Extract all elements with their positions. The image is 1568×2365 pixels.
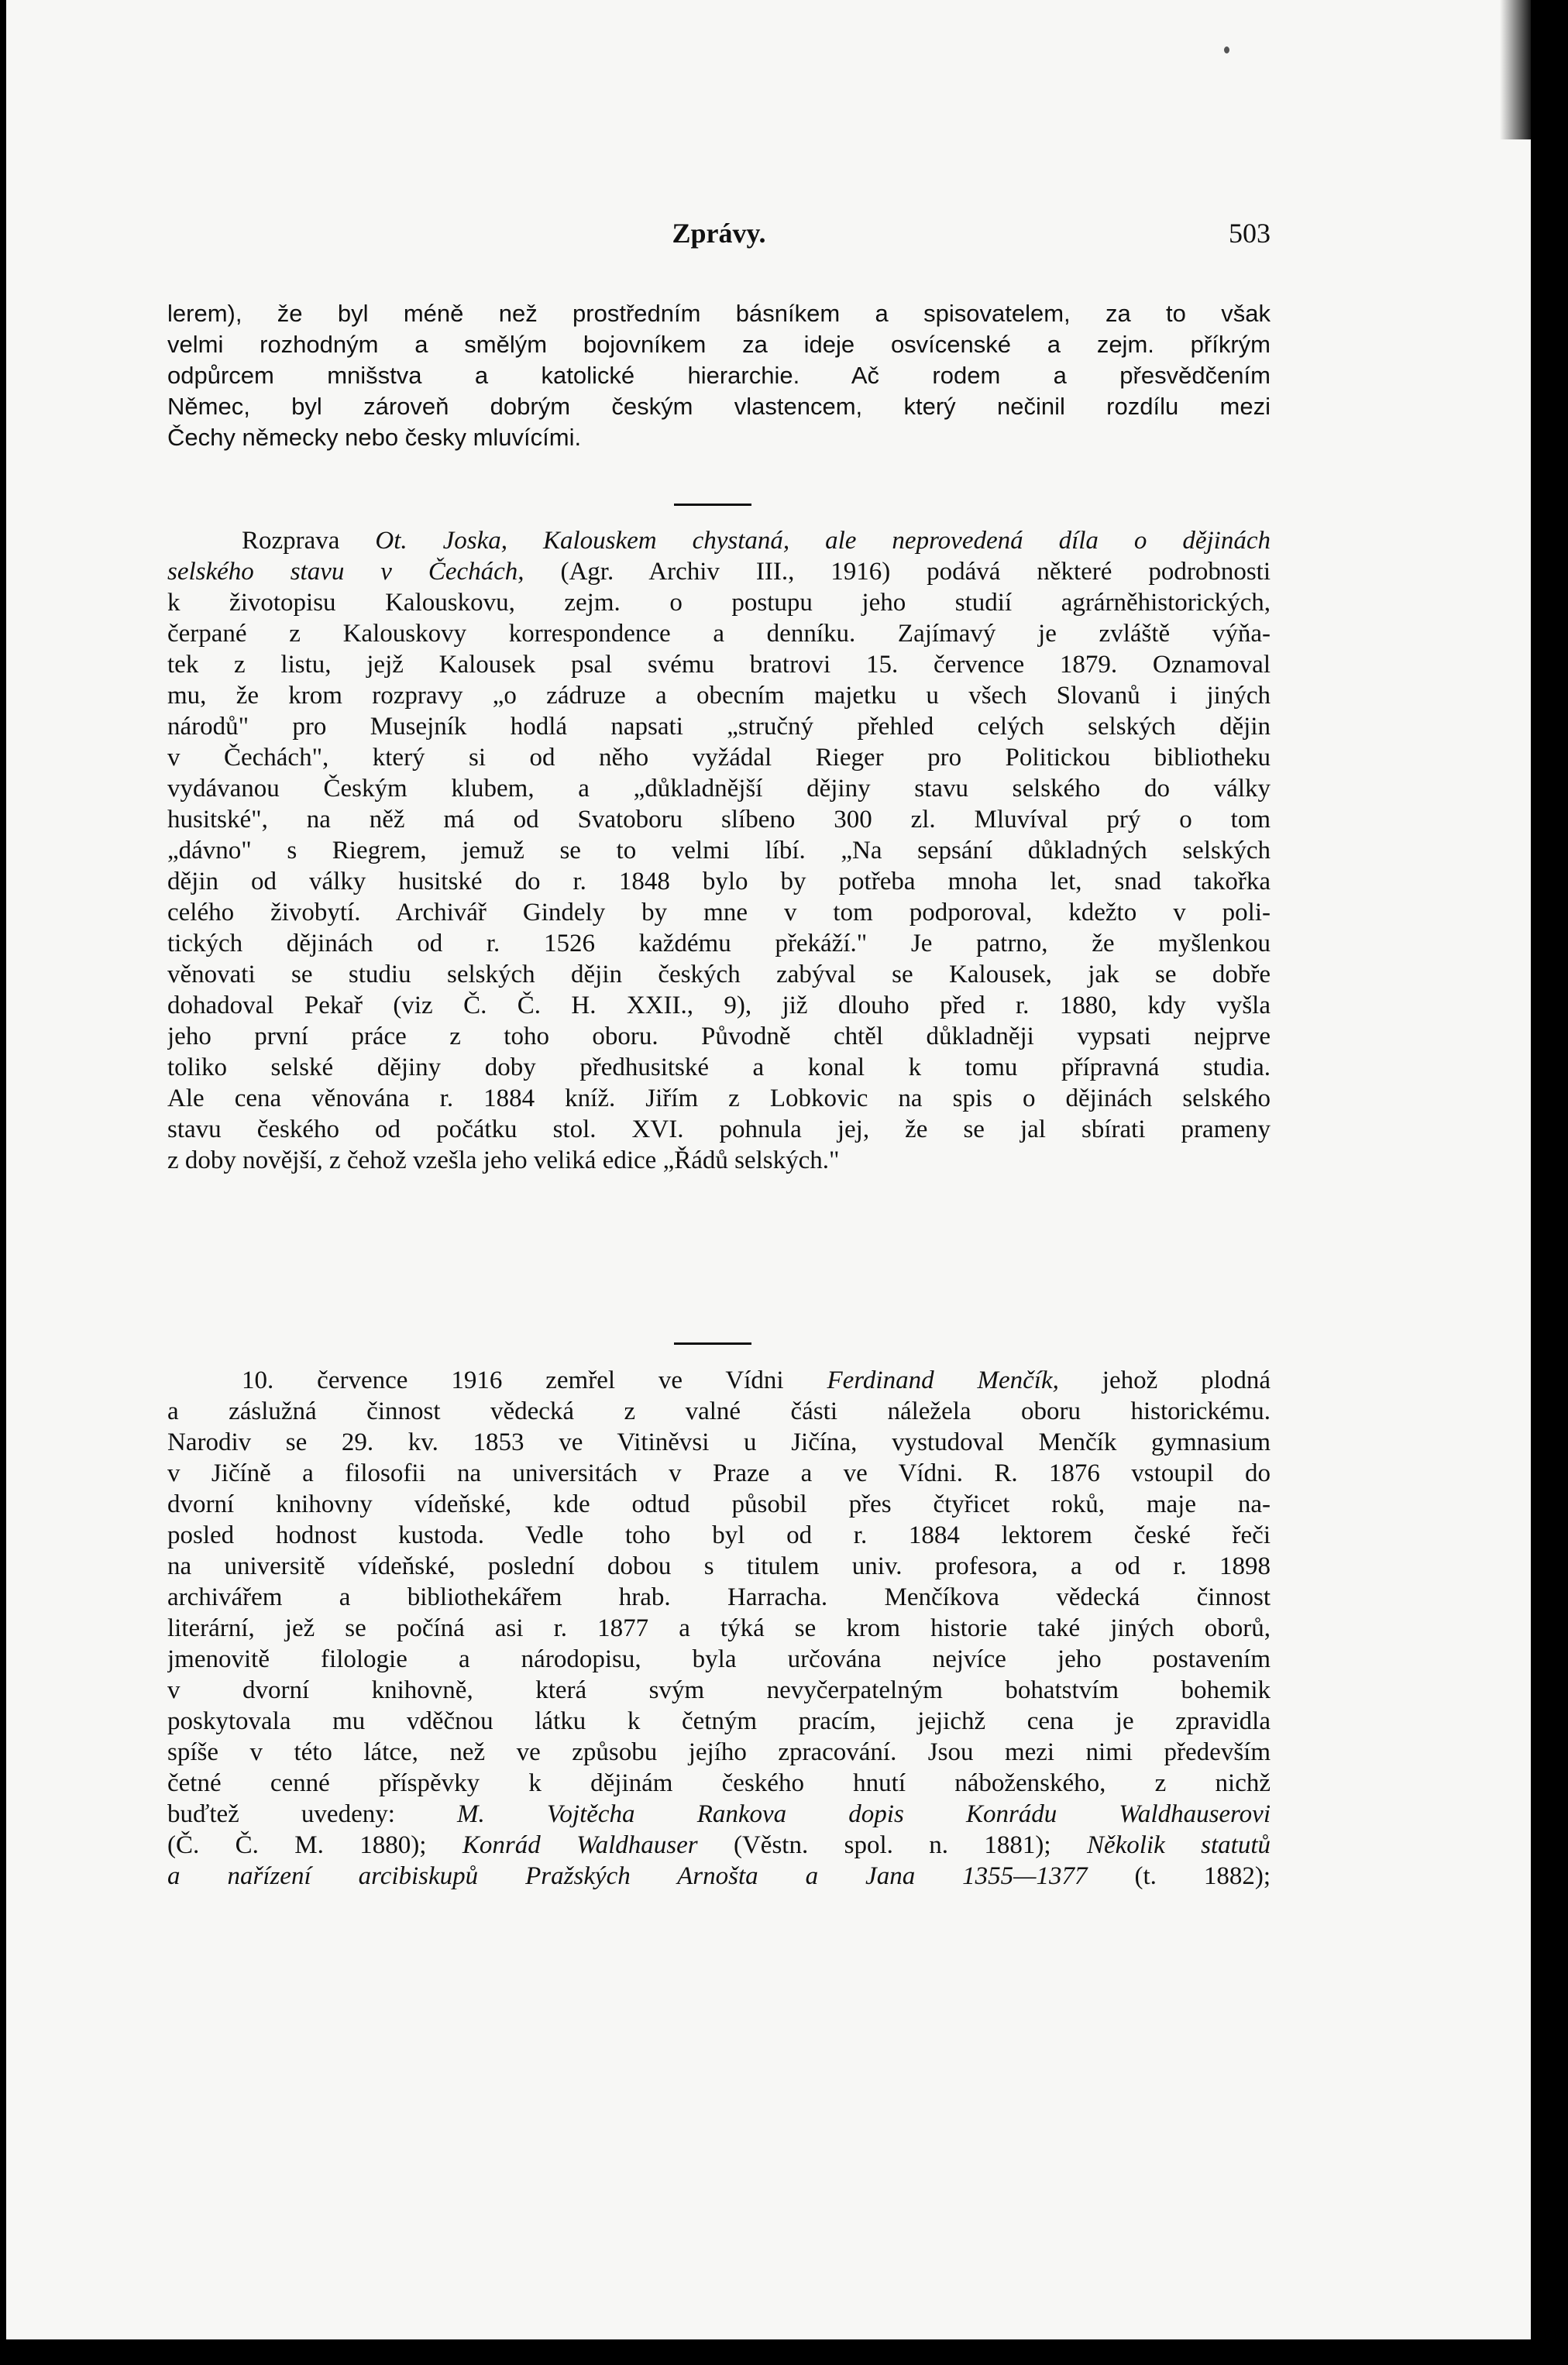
text-line: [167, 1365, 1271, 1396]
text-line: lerem), že byl méně než prostředním básníkem a spisovatelem, za to však: [167, 300, 1271, 327]
text-run: 10. července 1916 zemřel ve Vídni: [242, 1366, 784, 1394]
text-line: v Čechách", který si od něho vyžádal Rieger pro Politickou bibliotheku: [167, 744, 1271, 772]
text-line: mu, že krom rozpravy „o zádruze a obecním majetku u všech Slovanů i jiných: [167, 682, 1271, 710]
citation-title: Ot. Joska, Kalouskem chystaná, ale neprovedená díla o dějinách: [375, 527, 1271, 555]
text-line: četné cenné příspěvky k dějinám českého hnutí náboženského, z nichž: [167, 1769, 1271, 1797]
text-run: buďtež uvedeny:: [167, 1800, 395, 1828]
text-line: odpůrcem mnišstva a katolické hierarchie. Ač rodem a přesvědčením: [167, 362, 1271, 389]
text-line: a záslužná činnost vědecká z valné části náležela oboru historickému.: [167, 1397, 1271, 1425]
text-line: Čechy německy nebo česky mluvícími.: [167, 424, 582, 451]
text-line: toliko selské dějiny doby předhusitské a konal k tomu přípravná studia.: [167, 1054, 1271, 1081]
paragraph-3: [167, 1365, 1271, 1892]
text-line: v Jičíně a filosofii na universitách v Praze a ve Vídni. R. 1876 vstoupil do: [167, 1459, 1271, 1487]
text-line: stavu českého od počátku stol. XVI. pohnula jej, že se jal sbírati prameny: [167, 1115, 1271, 1143]
text-run: jehož plodná: [1102, 1366, 1271, 1394]
text-line: jmenovitě filologie a národopisu, byla určována nejvíce jeho postavením: [167, 1645, 1271, 1673]
paragraph-2: [167, 525, 1271, 1176]
text-line: spíše v této látce, než ve způsobu jejího zpracování. Jsou mezi nimi především: [167, 1738, 1271, 1766]
citation-title: selského stavu v Čechách,: [167, 558, 524, 586]
text-line: „dávno" s Riegrem, jemuž se to velmi líbí. „Na sepsání důkladných selských: [167, 837, 1271, 865]
text-line: z doby novější, z čehož vzešla jeho veliká edice „Řádů selských.": [167, 1146, 840, 1174]
text-line: tických dějinách od r. 1526 každému překáží." Je patrno, že myšlenkou: [167, 930, 1271, 957]
text-run: Rozprava: [242, 527, 340, 555]
text-line: národů" pro Musejník hodlá napsati „stručný přehled celých selských dějin: [167, 713, 1271, 741]
text-line: celého živobytí. Archivář Gindely by mne v tom podporoval, kdežto v poli-: [167, 899, 1271, 926]
text-line: v dvorní knihovně, která svým nevyčerpatelným bohatstvím bohemik: [167, 1676, 1271, 1704]
ink-speck: [1224, 46, 1229, 53]
page: [6, 0, 1531, 2339]
text-line: [167, 1799, 1271, 1830]
text-line: [167, 525, 1271, 556]
citation-title: a nařízení arcibiskupů Pražských Arnošta a Jana 1355—1377: [167, 1862, 1088, 1890]
section-divider: [674, 504, 751, 506]
person-name: Ferdinand Menčík,: [827, 1366, 1059, 1394]
text-run: (Č. Č. M. 1880);: [167, 1831, 427, 1859]
text-line: posled hodnost kustoda. Vedle toho byl od r. 1884 lektorem české řeči: [167, 1521, 1271, 1549]
text-line: archivářem a bibliothekářem hrab. Harracha. Menčíkova vědecká činnost: [167, 1583, 1271, 1611]
citation-title: Několik statutů: [1086, 1831, 1271, 1859]
text-run: (t. 1882);: [1134, 1862, 1271, 1890]
running-head: [167, 217, 1271, 263]
text-line: velmi rozhodným a smělým bojovníkem za ideje osvícenské a zejm. příkrým: [167, 331, 1271, 358]
page-edge-shadow: [1500, 0, 1531, 139]
text-line: Němec, byl zároveň dobrým českým vlastencem, který nečinil rozdílu mezi: [167, 393, 1271, 420]
text-line: na universitě vídeňské, poslední dobou s titulem univ. profesora, a od r. 1898: [167, 1552, 1271, 1580]
text-line: Ale cena věnována r. 1884 kníž. Jiřím z Lobkovic na spis o dějinách selského: [167, 1085, 1271, 1112]
page-title: Zprávy.: [672, 218, 766, 249]
text-run: (Věstn. spol. n. 1881);: [733, 1831, 1051, 1859]
text-line: tek z listu, jejž Kalousek psal svému bratrovi 15. července 1879. Oznamoval: [167, 651, 1271, 679]
text-line: [167, 1861, 1271, 1892]
page-number: 503: [1229, 218, 1271, 249]
section-divider: [674, 1342, 751, 1345]
text-line: vydávanou Českým klubem, a „důkladnější dějiny stavu selského do války: [167, 775, 1271, 803]
text-line: husitské", na něž má od Svatoboru slíbeno 300 zl. Mluvíval prý o tom: [167, 806, 1271, 834]
text-line: dějin od války husitské do r. 1848 bylo by potřeba mnoha let, snad takořka: [167, 868, 1271, 895]
text-line: literární, jež se počíná asi r. 1877 a týká se krom historie také jiných oborů,: [167, 1614, 1271, 1642]
citation-title: M. Vojtěcha Rankova dopis Konrádu Waldhauserovi: [457, 1800, 1271, 1828]
citation-title: Konrád Waldhauser: [462, 1831, 698, 1859]
text-line: k životopisu Kalouskovu, zejm. o postupu jeho studií agrárněhistorických,: [167, 589, 1271, 617]
text-line: [167, 1830, 1271, 1861]
text-line: dvorní knihovny vídeňské, kde odtud působil přes čtyřicet roků, maje na-: [167, 1490, 1271, 1518]
text-line: dohadoval Pekař (viz Č. Č. H. XXII., 9), již dlouho před r. 1880, kdy vyšla: [167, 992, 1271, 1019]
text-line: poskytovala mu vděčnou látku k četným pracím, jejichž cena je zpravidla: [167, 1707, 1271, 1735]
text-line: Narodiv se 29. kv. 1853 ve Vitiněvsi u Jičína, vystudoval Menčík gymnasium: [167, 1428, 1271, 1456]
text-line: jeho první práce z toho oboru. Původně chtěl důkladněji vypsati nejprve: [167, 1023, 1271, 1050]
text-run: (Agr. Archiv III., 1916) podává některé podrobnosti: [560, 558, 1271, 586]
text-line: [167, 556, 1271, 587]
paragraph-1: [167, 298, 1271, 453]
text-line: věnovati se studiu selských dějin českých zabýval se Kalousek, jak se dobře: [167, 961, 1271, 988]
text-line: čerpané z Kalouskovy korrespondence a denníku. Zajímavý je zvláště výňa-: [167, 620, 1271, 648]
